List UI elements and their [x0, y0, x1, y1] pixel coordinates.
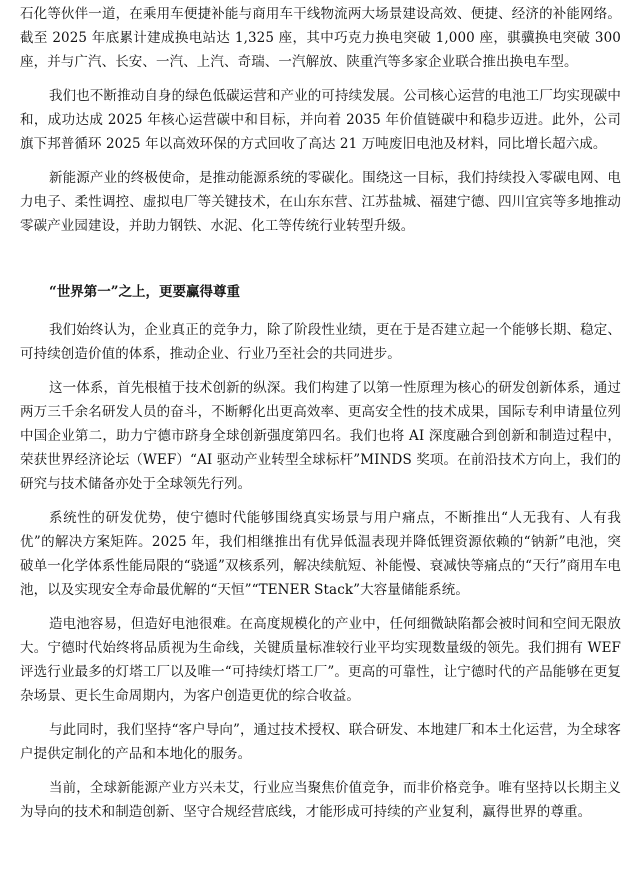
paragraph-competitiveness: 我们始终认为，企业真正的竞争力，除了阶段性业绩，更在于是否建立起一个能够长期、稳定、可持续创造价值的体系，推动企业、行业乃至社会的共同进步。	[20, 322, 621, 362]
paragraph-green-operations: 我们也不断推动自身的绿色低碳运营和产业的可持续发展。公司核心运营的电池工厂均实现碳中和，成功达成 2025 年核心运营碳中和目标，并向着 2035 年价值链碳中和稳步迈进。此外，公司旗下邦普循环 2025 年以高效环保的方式回收了高达 21 万吨废旧电池及材料，同比增长超六成。	[20, 88, 621, 152]
paragraph-zero-carbon: 新能源产业的终极使命，是推动能源系统的零碳化。围绕这一目标，我们持续投入零碳电网、电力电子、柔性调控、虚拟电厂等关键技术，在山东东营、江苏盐城、福建宁德、四川宜宾等多地推动零碳产业园建设，并助力钢铁、水泥、化工等传统行业转型升级。	[20, 170, 621, 234]
paragraph-swap-network: 石化等伙伴一道，在乘用车便捷补能与商用车干线物流两大场景建设高效、便捷、经济的补能网络。截至 2025 年底累计建成换电站达 1,325 座，其中巧克力换电突破 1,000 座，骐骥换电突破 300 座，并与广汽、长安、一汽、上汽、奇瑞、一汽解放、陕重汽等多家企业联合推出换电车型。	[20, 6, 621, 70]
paragraph-solution-matrix: 系统性的研发优势，使宁德时代能够围绕真实场景与用户痛点，不断推出“人无我有、人有我优”的解决方案矩阵。2025 年，我们相继推出有优异低温表现并降低锂资源依赖的“钠新”电池，突破单一化学体系性能局限的“骁遥”双核系列，解决续航短、补能慢、衰减快等痛点的“天行”商用车电池，以及实现安全寿命最优解的“天恒”“TENER Stack”大容量储能系统。	[20, 510, 621, 598]
paragraph-technology-innovation: 这一体系，首先根植于技术创新的纵深。我们构建了以第一性原理为核心的研发创新体系，通过两万三千余名研发人员的奋斗，不断孵化出更高效率、更高安全性的技术成果，国际专利申请量位列中国企业第二，助力宁德市跻身全球创新强度第四名。我们也将 AI 深度融合到创新和制造过程中，荣获世界经济论坛（WEF）“AI 驱动产业转型全球标杆”MINDS 奖项。在前沿技术方向上，我们的研究与技术储备亦处于全球领先行列。	[20, 380, 621, 492]
paragraph-value-competition: 当前，全球新能源产业方兴未艾，行业应当聚焦价值竞争，而非价格竞争。唯有坚持以长期主义为导向的技术和制造创新、坚守合规经营底线，才能形成可持续的产业复利，赢得世界的尊重。	[20, 780, 621, 820]
paragraph-quality: 造电池容易，但造好电池很难。在高度规模化的产业中，任何细微缺陷都会被时间和空间无限放大。宁德时代始终将品质视为生命线，关键质量标准较行业平均实现数量级的领先。我们拥有 WEF 评选行业最多的灯塔工厂以及唯一“可持续灯塔工厂”。更高的可靠性，让宁德时代的产品能够在更复杂场景、更长生命周期内，为客户创造更优的综合收益。	[20, 616, 621, 704]
section-heading: “世界第一”之上，更要赢得尊重	[49, 284, 241, 300]
paragraph-customer-orientation: 与此同时，我们坚持“客户导向”，通过技术授权、联合研发、本地建厂和本土化运营，为全球客户提供定制化的产品和本地化的服务。	[20, 722, 621, 762]
